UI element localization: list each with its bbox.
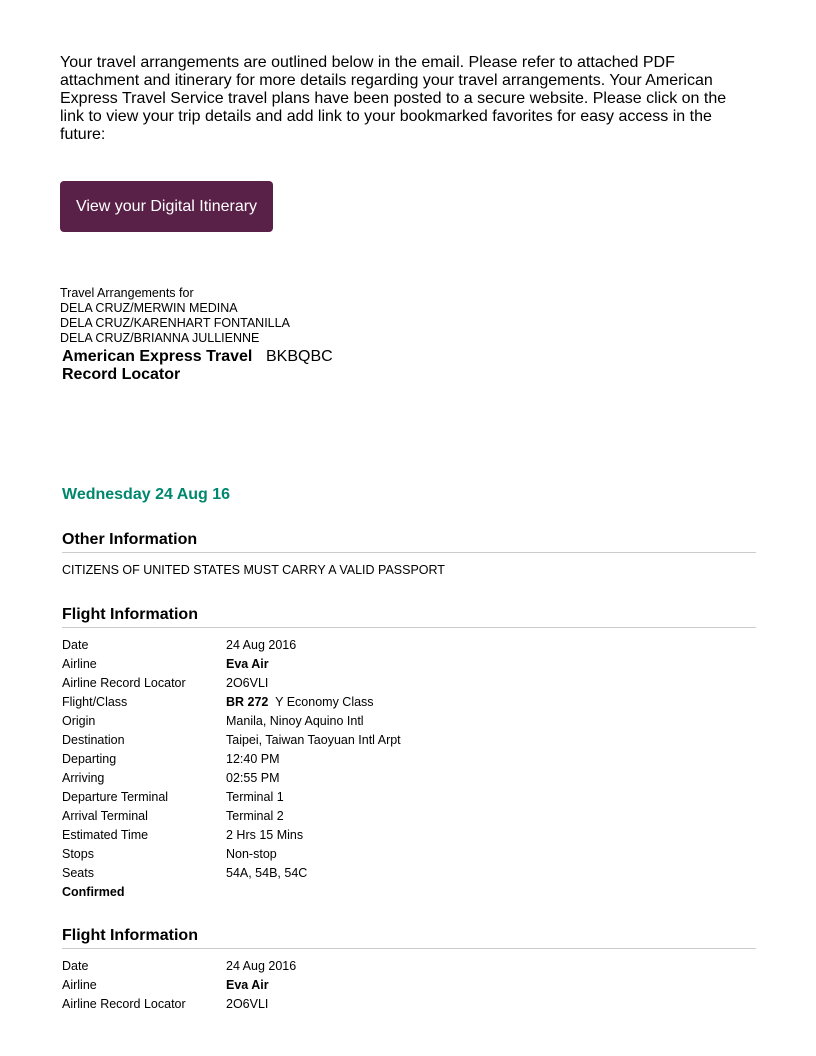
section-title: Flight Information: [62, 606, 756, 628]
detail-label: Departure Terminal: [62, 790, 169, 804]
detail-value: Manila, Ninoy Aquino Intl: [226, 714, 364, 728]
detail-label: Arrival Terminal: [62, 809, 148, 823]
detail-row-date: [62, 957, 756, 976]
traveler-name: DELA CRUZ/MERWIN MEDINA: [60, 301, 238, 315]
flight-number: BR 272: [226, 695, 269, 709]
detail-label: Estimated Time: [62, 828, 149, 842]
detail-value: Terminal 2: [226, 809, 284, 823]
detail-label: Arriving: [62, 771, 105, 785]
detail-value: Eva Air: [226, 657, 269, 671]
record-locator-value: BKBQBC: [266, 348, 333, 365]
date-heading: Wednesday 24 Aug 16: [62, 486, 231, 503]
view-digital-itinerary-button[interactable]: View your Digital Itinerary: [60, 181, 273, 232]
detail-row-departure-terminal: [62, 788, 756, 807]
detail-value: 02:55 PM: [226, 771, 280, 785]
detail-label: Date: [62, 638, 89, 652]
detail-row-status: [62, 883, 756, 902]
detail-row-departing: [62, 750, 756, 769]
traveler-name: DELA CRUZ/BRIANNA JULLIENNE: [60, 331, 260, 345]
detail-label: Airline: [62, 657, 97, 671]
detail-row-flight-class: [62, 693, 756, 712]
detail-row-airline: [62, 976, 756, 995]
detail-row-seats: [62, 864, 756, 883]
detail-row-arrival-terminal: [62, 807, 756, 826]
detail-value: 24 Aug 2016: [226, 638, 297, 652]
record-locator-label: [62, 348, 262, 384]
flight-details: [62, 957, 756, 1014]
record-locator: [62, 348, 333, 384]
detail-value: Non-stop: [226, 847, 277, 861]
flight-information-section: [62, 927, 756, 1014]
record-locator-label-line1: American Express Travel: [62, 348, 253, 365]
cabin-class: Y Economy Class: [275, 695, 374, 709]
detail-label: Departing: [62, 752, 117, 766]
detail-row-date: [62, 636, 756, 655]
detail-value: Eva Air: [226, 978, 269, 992]
other-information-text: CITIZENS OF UNITED STATES MUST CARRY A VALID PASSPORT: [62, 563, 445, 577]
traveler-name: DELA CRUZ/KARENHART FONTANILLA: [60, 316, 290, 330]
detail-value: 54A, 54B, 54C: [226, 866, 308, 880]
detail-label: Flight/Class: [62, 695, 128, 709]
detail-label: Airline: [62, 978, 97, 992]
detail-value: 2O6VLI: [226, 676, 269, 690]
detail-value: 24 Aug 2016: [226, 959, 297, 973]
detail-label: Stops: [62, 847, 94, 861]
record-locator-label-line2: Record Locator: [62, 366, 181, 383]
detail-row-destination: [62, 731, 756, 750]
traveler-list: [60, 286, 290, 346]
detail-row-origin: [62, 712, 756, 731]
detail-label: Date: [62, 959, 89, 973]
section-title: Flight Information: [62, 927, 756, 949]
detail-label: Destination: [62, 733, 125, 747]
detail-label: Seats: [62, 866, 94, 880]
detail-row-estimated-time: [62, 826, 756, 845]
travelers-heading: Travel Arrangements for: [60, 286, 194, 300]
flight-details: [62, 636, 756, 902]
detail-label: Airline Record Locator: [62, 676, 186, 690]
section-title: Other Information: [62, 531, 756, 553]
flight-information-section: [62, 606, 756, 902]
detail-row-arriving: [62, 769, 756, 788]
detail-value: 2 Hrs 15 Mins: [226, 828, 304, 842]
detail-row-stops: [62, 845, 756, 864]
detail-value: 2O6VLI: [226, 997, 269, 1011]
detail-row-airline-record-locator: [62, 995, 756, 1014]
other-information-section: [62, 531, 756, 580]
detail-label: Origin: [62, 714, 96, 728]
detail-row-airline: [62, 655, 756, 674]
detail-row-airline-record-locator: [62, 674, 756, 693]
detail-value: [226, 693, 756, 712]
detail-value: 12:40 PM: [226, 752, 280, 766]
detail-value: Terminal 1: [226, 790, 284, 804]
booking-status: Confirmed: [62, 885, 125, 899]
detail-label: Airline Record Locator: [62, 997, 186, 1011]
intro-paragraph: Your travel arrangements are outlined below in the email. Please refer to attached PDF attachment and itinerary for more details regarding your travel arrangements. Your American Express Travel Service travel plans have been posted to a secure website. Please click on the link to view your trip details and add link to your bookmarked favorites for easy access in the future:: [60, 54, 727, 143]
detail-value: Taipei, Taiwan Taoyuan Intl Arpt: [226, 733, 401, 747]
